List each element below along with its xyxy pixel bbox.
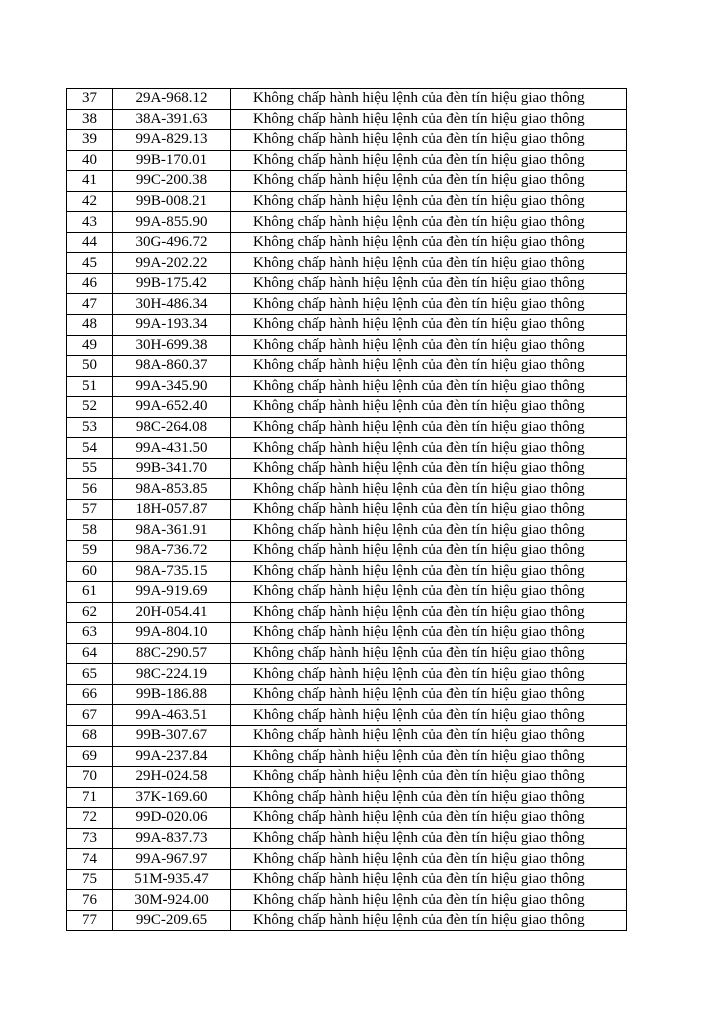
license-plate-cell: 99B-186.88 (113, 684, 231, 705)
row-number-cell: 76 (67, 890, 113, 911)
violation-cell: Không chấp hành hiệu lệnh của đèn tín hiệu giao thông (231, 664, 627, 685)
table-row (67, 89, 627, 110)
table-row (67, 808, 627, 829)
table-row (67, 910, 627, 931)
row-number-cell: 51 (67, 376, 113, 397)
violation-cell: Không chấp hành hiệu lệnh của đèn tín hiệu giao thông (231, 541, 627, 562)
table-row (67, 705, 627, 726)
violation-cell: Không chấp hành hiệu lệnh của đèn tín hiệu giao thông (231, 725, 627, 746)
license-plate-cell: 98C-264.08 (113, 417, 231, 438)
license-plate-cell: 29A-968.12 (113, 89, 231, 110)
row-number-cell: 46 (67, 273, 113, 294)
license-plate-cell: 30H-486.34 (113, 294, 231, 315)
license-plate-cell: 98C-224.19 (113, 664, 231, 685)
row-number-cell: 57 (67, 499, 113, 520)
table-row (67, 499, 627, 520)
violation-cell: Không chấp hành hiệu lệnh của đèn tín hiệu giao thông (231, 746, 627, 767)
violation-cell: Không chấp hành hiệu lệnh của đèn tín hiệu giao thông (231, 849, 627, 870)
violation-cell: Không chấp hành hiệu lệnh của đèn tín hiệu giao thông (231, 479, 627, 500)
row-number-cell: 41 (67, 171, 113, 192)
license-plate-cell: 98A-860.37 (113, 356, 231, 377)
violations-table (66, 88, 627, 931)
violation-cell: Không chấp hành hiệu lệnh của đèn tín hiệu giao thông (231, 582, 627, 603)
row-number-cell: 63 (67, 623, 113, 644)
license-plate-cell: 99C-209.65 (113, 910, 231, 931)
license-plate-cell: 29H-024.58 (113, 767, 231, 788)
license-plate-cell: 99A-855.90 (113, 212, 231, 233)
row-number-cell: 61 (67, 582, 113, 603)
row-number-cell: 60 (67, 561, 113, 582)
table-row (67, 643, 627, 664)
violation-cell: Không chấp hành hiệu lệnh của đèn tín hiệu giao thông (231, 869, 627, 890)
row-number-cell: 72 (67, 808, 113, 829)
table-row (67, 417, 627, 438)
row-number-cell: 38 (67, 109, 113, 130)
license-plate-cell: 99A-804.10 (113, 623, 231, 644)
table-row (67, 397, 627, 418)
violation-cell: Không chấp hành hiệu lệnh của đèn tín hiệu giao thông (231, 643, 627, 664)
row-number-cell: 53 (67, 417, 113, 438)
table-row (67, 890, 627, 911)
row-number-cell: 49 (67, 335, 113, 356)
violation-cell: Không chấp hành hiệu lệnh của đèn tín hiệu giao thông (231, 910, 627, 931)
violation-cell: Không chấp hành hiệu lệnh của đèn tín hiệu giao thông (231, 315, 627, 336)
license-plate-cell: 99A-431.50 (113, 438, 231, 459)
row-number-cell: 42 (67, 191, 113, 212)
table-row (67, 191, 627, 212)
row-number-cell: 50 (67, 356, 113, 377)
table-row (67, 582, 627, 603)
violation-cell: Không chấp hành hiệu lệnh của đèn tín hiệu giao thông (231, 438, 627, 459)
table-row (67, 767, 627, 788)
table-row (67, 438, 627, 459)
license-plate-cell: 99A-202.22 (113, 253, 231, 274)
table-row (67, 602, 627, 623)
row-number-cell: 75 (67, 869, 113, 890)
license-plate-cell: 99C-200.38 (113, 171, 231, 192)
row-number-cell: 43 (67, 212, 113, 233)
violation-cell: Không chấp hành hiệu lệnh của đèn tín hiệu giao thông (231, 253, 627, 274)
row-number-cell: 73 (67, 828, 113, 849)
violation-cell: Không chấp hành hiệu lệnh của đèn tín hiệu giao thông (231, 397, 627, 418)
license-plate-cell: 99A-463.51 (113, 705, 231, 726)
violation-cell: Không chấp hành hiệu lệnh của đèn tín hiệu giao thông (231, 356, 627, 377)
table-body (67, 89, 627, 931)
row-number-cell: 44 (67, 232, 113, 253)
table-row (67, 315, 627, 336)
violation-cell: Không chấp hành hiệu lệnh của đèn tín hiệu giao thông (231, 294, 627, 315)
violation-cell: Không chấp hành hiệu lệnh của đèn tín hiệu giao thông (231, 273, 627, 294)
row-number-cell: 48 (67, 315, 113, 336)
row-number-cell: 62 (67, 602, 113, 623)
license-plate-cell: 99A-967.97 (113, 849, 231, 870)
row-number-cell: 66 (67, 684, 113, 705)
table-row (67, 623, 627, 644)
violation-cell: Không chấp hành hiệu lệnh của đèn tín hiệu giao thông (231, 212, 627, 233)
violation-cell: Không chấp hành hiệu lệnh của đèn tín hiệu giao thông (231, 808, 627, 829)
table-row (67, 561, 627, 582)
violation-cell: Không chấp hành hiệu lệnh của đèn tín hiệu giao thông (231, 520, 627, 541)
row-number-cell: 65 (67, 664, 113, 685)
table-row (67, 725, 627, 746)
table-row (67, 273, 627, 294)
license-plate-cell: 99A-829.13 (113, 130, 231, 151)
table-row (67, 479, 627, 500)
violation-cell: Không chấp hành hiệu lệnh của đèn tín hiệu giao thông (231, 376, 627, 397)
table-row (67, 171, 627, 192)
license-plate-cell: 99D-020.06 (113, 808, 231, 829)
row-number-cell: 39 (67, 130, 113, 151)
license-plate-cell: 98A-735.15 (113, 561, 231, 582)
row-number-cell: 55 (67, 458, 113, 479)
violation-cell: Không chấp hành hiệu lệnh của đèn tín hiệu giao thông (231, 684, 627, 705)
row-number-cell: 77 (67, 910, 113, 931)
violation-cell: Không chấp hành hiệu lệnh của đèn tín hiệu giao thông (231, 335, 627, 356)
license-plate-cell: 30M-924.00 (113, 890, 231, 911)
row-number-cell: 47 (67, 294, 113, 315)
row-number-cell: 71 (67, 787, 113, 808)
violation-cell: Không chấp hành hiệu lệnh của đèn tín hiệu giao thông (231, 150, 627, 171)
table-row (67, 130, 627, 151)
row-number-cell: 58 (67, 520, 113, 541)
violation-cell: Không chấp hành hiệu lệnh của đèn tín hiệu giao thông (231, 499, 627, 520)
violation-cell: Không chấp hành hiệu lệnh của đèn tín hiệu giao thông (231, 623, 627, 644)
table-row (67, 787, 627, 808)
violation-cell: Không chấp hành hiệu lệnh của đèn tín hiệu giao thông (231, 561, 627, 582)
violation-cell: Không chấp hành hiệu lệnh của đèn tín hiệu giao thông (231, 171, 627, 192)
violation-cell: Không chấp hành hiệu lệnh của đèn tín hiệu giao thông (231, 232, 627, 253)
row-number-cell: 54 (67, 438, 113, 459)
license-plate-cell: 99A-193.34 (113, 315, 231, 336)
table-row (67, 294, 627, 315)
table-row (67, 849, 627, 870)
table-row (67, 541, 627, 562)
license-plate-cell: 30H-699.38 (113, 335, 231, 356)
license-plate-cell: 99A-837.73 (113, 828, 231, 849)
violation-cell: Không chấp hành hiệu lệnh của đèn tín hiệu giao thông (231, 767, 627, 788)
license-plate-cell: 99A-345.90 (113, 376, 231, 397)
row-number-cell: 67 (67, 705, 113, 726)
violation-cell: Không chấp hành hiệu lệnh của đèn tín hiệu giao thông (231, 602, 627, 623)
violation-cell: Không chấp hành hiệu lệnh của đèn tín hiệu giao thông (231, 89, 627, 110)
table-row (67, 356, 627, 377)
violation-cell: Không chấp hành hiệu lệnh của đèn tín hiệu giao thông (231, 130, 627, 151)
license-plate-cell: 99B-341.70 (113, 458, 231, 479)
table-row (67, 212, 627, 233)
row-number-cell: 74 (67, 849, 113, 870)
license-plate-cell: 98A-361.91 (113, 520, 231, 541)
license-plate-cell: 99B-307.67 (113, 725, 231, 746)
row-number-cell: 68 (67, 725, 113, 746)
license-plate-cell: 38A-391.63 (113, 109, 231, 130)
license-plate-cell: 99B-175.42 (113, 273, 231, 294)
row-number-cell: 45 (67, 253, 113, 274)
table-row (67, 150, 627, 171)
table-row (67, 232, 627, 253)
license-plate-cell: 30G-496.72 (113, 232, 231, 253)
violation-cell: Không chấp hành hiệu lệnh của đèn tín hiệu giao thông (231, 787, 627, 808)
license-plate-cell: 99A-237.84 (113, 746, 231, 767)
table-row (67, 458, 627, 479)
license-plate-cell: 20H-054.41 (113, 602, 231, 623)
violation-cell: Không chấp hành hiệu lệnh của đèn tín hiệu giao thông (231, 458, 627, 479)
table-row (67, 376, 627, 397)
table-row (67, 828, 627, 849)
table-row (67, 664, 627, 685)
row-number-cell: 56 (67, 479, 113, 500)
row-number-cell: 59 (67, 541, 113, 562)
violation-cell: Không chấp hành hiệu lệnh của đèn tín hiệu giao thông (231, 705, 627, 726)
row-number-cell: 40 (67, 150, 113, 171)
violation-cell: Không chấp hành hiệu lệnh của đèn tín hiệu giao thông (231, 890, 627, 911)
license-plate-cell: 18H-057.87 (113, 499, 231, 520)
table-row (67, 335, 627, 356)
row-number-cell: 69 (67, 746, 113, 767)
license-plate-cell: 88C-290.57 (113, 643, 231, 664)
row-number-cell: 70 (67, 767, 113, 788)
violation-cell: Không chấp hành hiệu lệnh của đèn tín hiệu giao thông (231, 828, 627, 849)
row-number-cell: 37 (67, 89, 113, 110)
table-row (67, 109, 627, 130)
row-number-cell: 52 (67, 397, 113, 418)
license-plate-cell: 99A-652.40 (113, 397, 231, 418)
license-plate-cell: 99B-170.01 (113, 150, 231, 171)
license-plate-cell: 98A-853.85 (113, 479, 231, 500)
violation-cell: Không chấp hành hiệu lệnh của đèn tín hiệu giao thông (231, 109, 627, 130)
violation-cell: Không chấp hành hiệu lệnh của đèn tín hiệu giao thông (231, 191, 627, 212)
license-plate-cell: 51M-935.47 (113, 869, 231, 890)
license-plate-cell: 99A-919.69 (113, 582, 231, 603)
violation-cell: Không chấp hành hiệu lệnh của đèn tín hiệu giao thông (231, 417, 627, 438)
table-row (67, 253, 627, 274)
table-row (67, 869, 627, 890)
license-plate-cell: 98A-736.72 (113, 541, 231, 562)
license-plate-cell: 37K-169.60 (113, 787, 231, 808)
license-plate-cell: 99B-008.21 (113, 191, 231, 212)
table-row (67, 746, 627, 767)
table-row (67, 684, 627, 705)
table-row (67, 520, 627, 541)
row-number-cell: 64 (67, 643, 113, 664)
